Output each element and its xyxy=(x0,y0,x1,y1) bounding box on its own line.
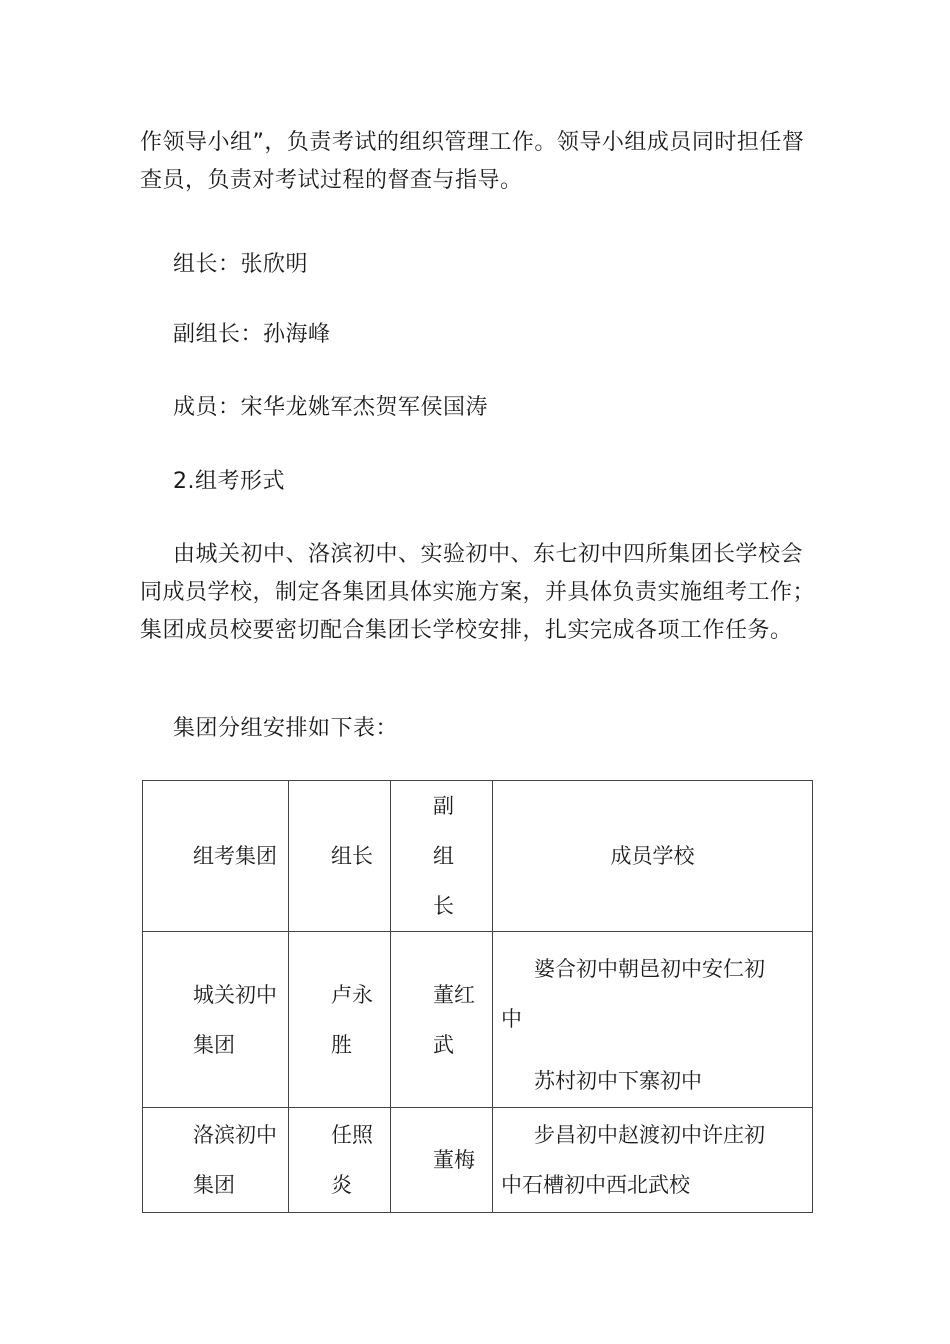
member-schools-1: 步昌初中赵渡初中许庄初中石槽初中西北武校 xyxy=(501,1123,765,1197)
header-group-label: 组考集团 xyxy=(193,844,277,868)
cell-schools xyxy=(493,932,813,1108)
cell-vice xyxy=(391,932,493,1108)
table-row xyxy=(143,1108,813,1213)
group-leader: 任照炎 xyxy=(331,1123,373,1197)
group-name: 洛滨初中集团 xyxy=(193,1123,277,1197)
group-vice: 董梅 xyxy=(433,1148,475,1172)
member-schools-2: 苏村初中下寨初中 xyxy=(534,1068,702,1093)
paragraph-exam-format: 由城关初中、洛滨初中、实验初中、东七初中四所集团长学校会同成员学校，制定各集团具体实施方案，并具体负责实施组考工作；集团成员校要密切配合集团长学校安排，扎实完成各项工作任务。 xyxy=(140,542,816,643)
header-schools-label: 成员学校 xyxy=(610,844,695,868)
group-vice: 董红武 xyxy=(433,982,475,1057)
header-leader-label: 组长 xyxy=(331,844,373,868)
cell-schools xyxy=(493,1108,813,1213)
cell-leader xyxy=(289,1108,391,1213)
member-schools-1: 婆合初中朝邑初中安仁初中 xyxy=(501,956,765,1031)
paragraph-leadership-group: 作领导小组”，负责考试的组织管理工作。领导小组成员同时担任督查员，负责对考试过程的督查与指导。 xyxy=(140,130,805,193)
cell-group xyxy=(143,1108,289,1213)
members-line: 成员：宋华龙姚军杰贺军侯国涛 xyxy=(173,395,489,420)
leader-line: 组长：张欣明 xyxy=(173,252,309,277)
group-table xyxy=(142,780,813,1213)
cell-vice xyxy=(391,1108,493,1213)
cell-leader xyxy=(289,932,391,1108)
group-name: 城关初中集团 xyxy=(193,982,277,1057)
header-cell-schools xyxy=(493,781,813,932)
header-cell-group xyxy=(143,781,289,932)
header-cell-leader xyxy=(289,781,391,932)
cell-group xyxy=(143,932,289,1108)
table-header-row xyxy=(143,781,813,932)
section-heading-exam-format: 2.组考形式 xyxy=(173,469,285,494)
group-leader: 卢永胜 xyxy=(331,982,373,1057)
table-row xyxy=(143,932,813,1108)
vice-leader-line: 副组长：孙海峰 xyxy=(173,322,331,347)
header-vice-label: 副组长 xyxy=(433,794,454,918)
table-intro: 集团分组安排如下表： xyxy=(173,716,399,741)
header-cell-vice xyxy=(391,781,493,932)
